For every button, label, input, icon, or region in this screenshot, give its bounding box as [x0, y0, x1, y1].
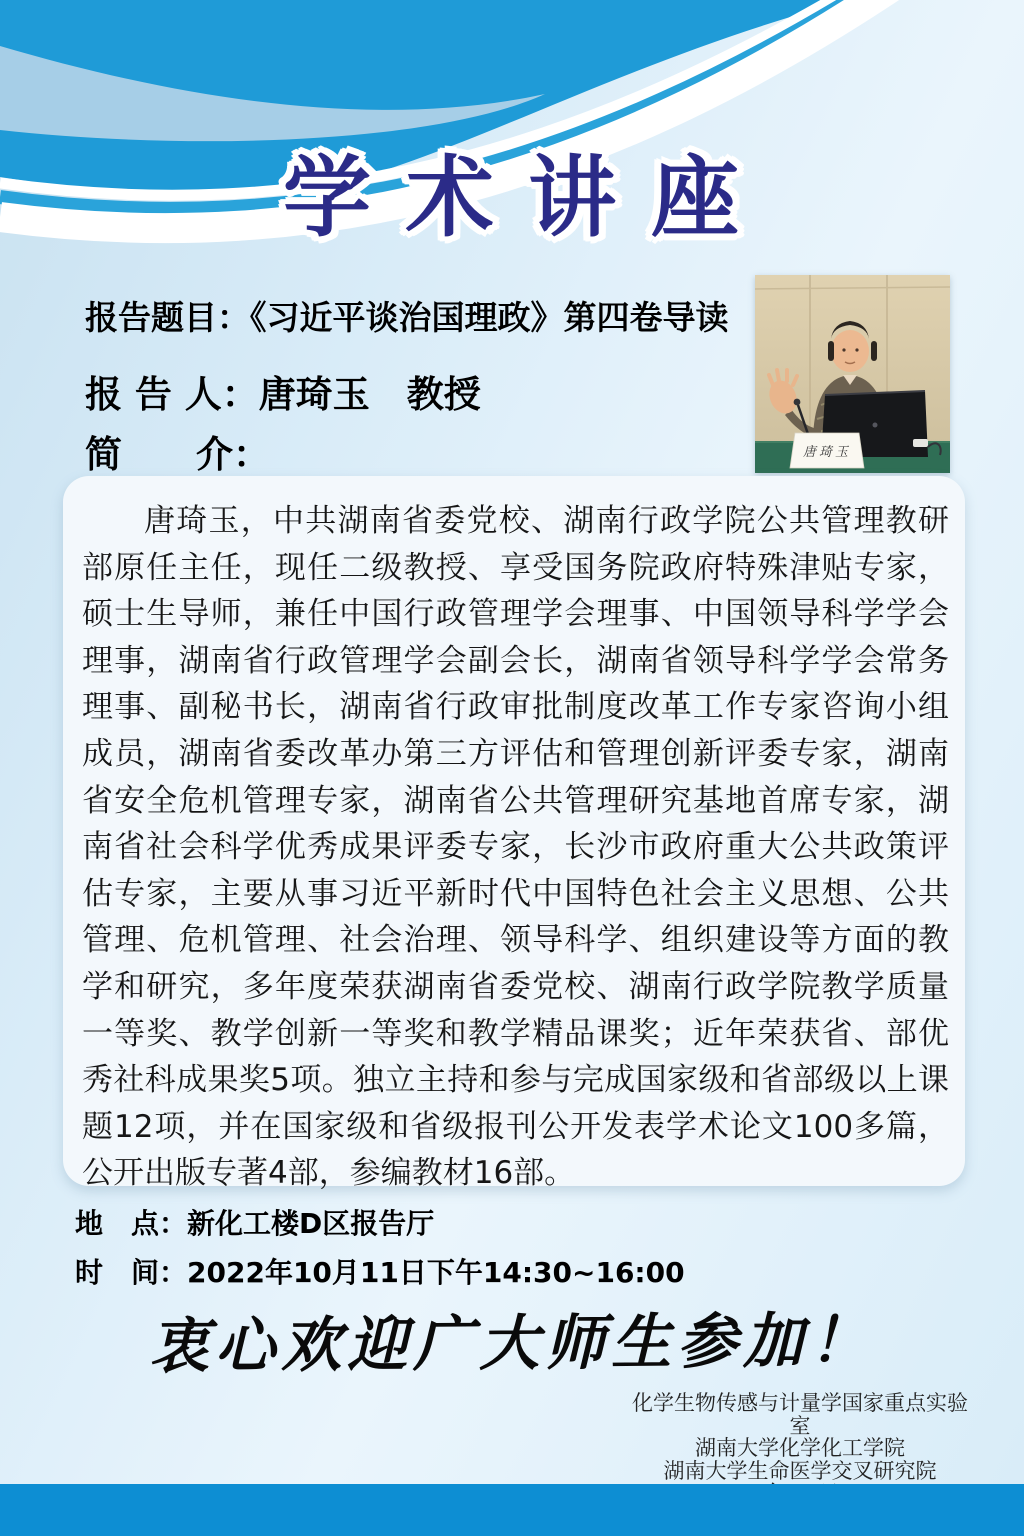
- topic-label: 报告题目：: [85, 298, 250, 337]
- speaker-eye: [855, 348, 858, 351]
- footer-line-lab: 化学生物传感与计量学国家重点实验室: [632, 1391, 968, 1438]
- time-label: 时 间：: [75, 1256, 188, 1289]
- footer-line-institute: 湖南大学生命医学交叉研究院: [663, 1458, 937, 1483]
- microphone-head: [794, 399, 801, 406]
- time-row: [75, 1251, 685, 1291]
- bottom-blue-bar: [0, 1484, 1024, 1536]
- speaker-name-card: 唐琦玉: [802, 445, 852, 460]
- speaker-hair-side: [828, 341, 834, 361]
- footer-line-college: 湖南大学化学化工学院: [695, 1436, 905, 1460]
- location-row: [75, 1202, 434, 1242]
- speaker-value: 唐琦玉 教授: [258, 373, 481, 416]
- bio-text: 唐琦玉，中共湖南省委党校、湖南行政学院公共管理教研部原任主任，现任二级教授、享受国务院政府特殊津贴专家，硕士生导师，兼任中国行政管理学会理事、中国领导科学学会理事，湖南省行政管理学会副会长，湖南省领导科学学会常务理事、副秘书长，湖南省行政审批制度改革工作专家咨询小组成员，湖南省委改革办第三方评估和管理创新评委专家，湖南省安全危机管理专家，湖南省公共管理研究基地首席专家，湖南省社会科学优秀成果评委专家，长沙市政府重大公共政策评估专家，主要从事习近平新时代中国特色社会主义思想、公共管理、危机管理、社会治理、领导科学、组织建设等方面的教学和研究，多年度荣获湖南省委党校、湖南行政学院教学质量一等奖、教学创新一等奖和教学精品课奖；近年荣获省、部优秀社科成果奖5项。独立主持和参与完成国家级和省部级以上课题12项，并在国家级和省级报刊公开发表学术论文100多篇，公开出版专著4部，参编教材16部。: [82, 503, 949, 1192]
- table-item: [913, 439, 928, 447]
- speaker-photo: [755, 275, 950, 473]
- laptop-logo: [873, 423, 878, 428]
- speaker-hair-side: [871, 341, 877, 361]
- speaker-eye: [842, 348, 845, 351]
- topic-row: [85, 292, 729, 339]
- poster-title: 学 术 讲 座: [283, 146, 741, 249]
- speaker-row: [85, 364, 481, 418]
- welcome-message: 衷心欢迎广大师生参加！: [148, 1305, 876, 1383]
- intro-row: [85, 424, 270, 478]
- speaker-head: [831, 330, 869, 372]
- location-value: 新化工楼D区报告厅: [187, 1207, 435, 1240]
- speaker-photo-graphic: [755, 275, 950, 473]
- topic-value: 《习近平谈治国理政》第四卷导读: [250, 298, 729, 337]
- location-label: 地 点：: [75, 1207, 188, 1240]
- speaker-label: 报 告 人：: [85, 373, 259, 416]
- bio-box: [63, 476, 965, 1192]
- intro-label: 简 介：: [85, 433, 270, 476]
- time-value: 2022年10月11日下午14:30~16:00: [187, 1256, 685, 1289]
